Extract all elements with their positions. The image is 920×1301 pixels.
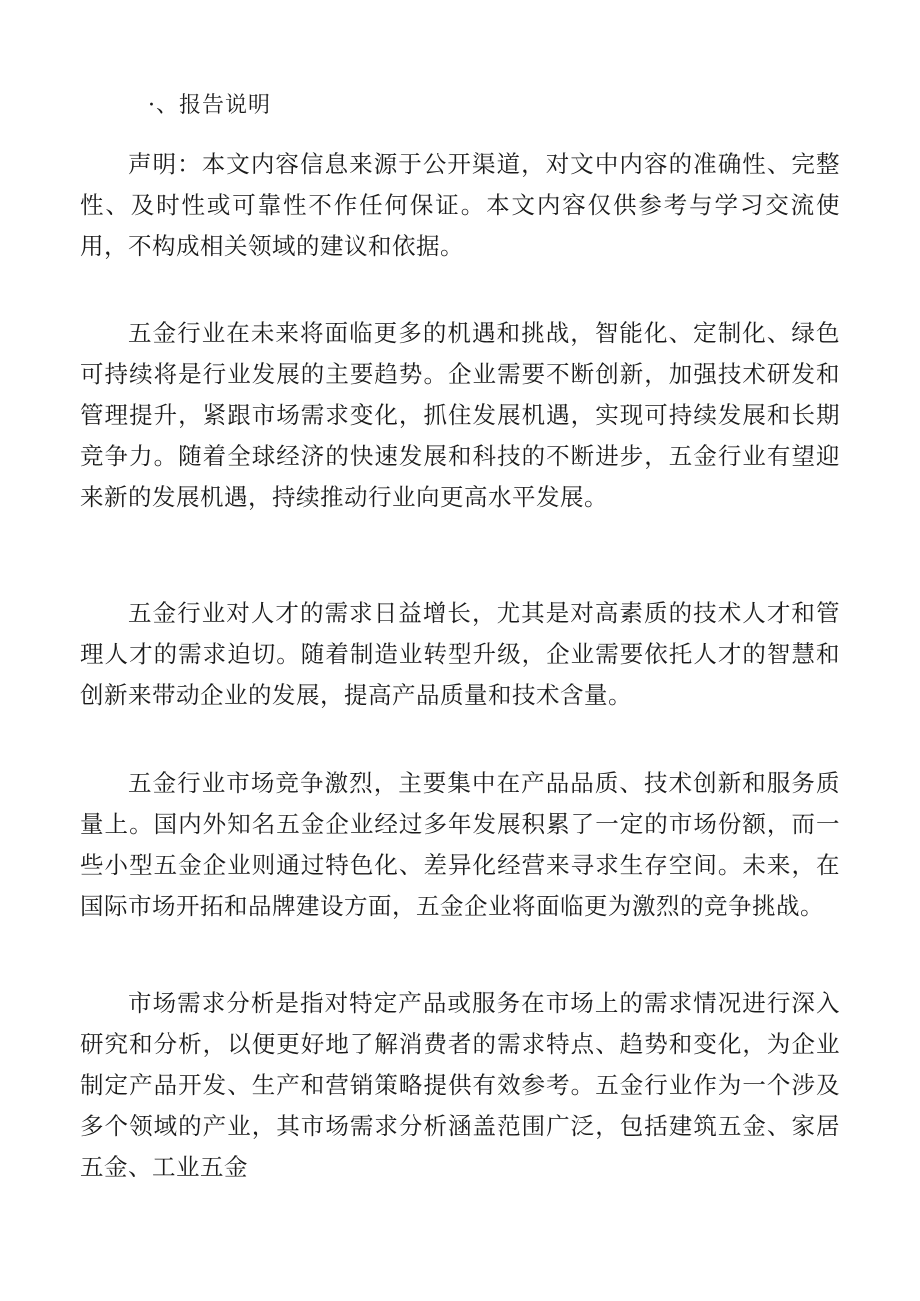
section-heading: ·、报告说明 (148, 93, 271, 118)
market-competition-paragraph: 五金行业市场竞争激烈，主要集中在产品品质、技术创新和服务质量上。国内外知名五金企业经过多年发展积累了一定的市场份额，而一些小型五金企业则通过特色化、差异化经营来寻求生存空间。未来，在国际市场开拓和品牌建设方面，五金企业将面临更为激烈的竞争挑战。 (80, 769, 840, 920)
talent-demand-paragraph: 五金行业对人才的需求日益增长，尤其是对高素质的技术人才和管理人才的需求迫切。随着制造业转型升级，企业需要依托人才的智慧和创新来带动企业的发展，提高产品质量和技术含量。 (80, 599, 840, 709)
industry-trends-paragraph: 五金行业在未来将面临更多的机遇和挑战，智能化、定制化、绿色可持续将是行业发展的主要趋势。企业需要不断创新，加强技术研发和管理提升，紧跟市场需求变化，抓住发展机遇，实现可持续发展和长期竞争力。随着全球经济的快速发展和科技的不断进步，五金行业有望迎来新的发展机遇，持续推动行业向更高水平发展。 (80, 319, 840, 511)
disclaimer-paragraph: 声明：本文内容信息来源于公开渠道，对文中内容的准确性、完整性、及时性或可靠性不作任何保证。本文内容仅供参考与学习交流使用，不构成相关领域的建议和依据。 (80, 150, 840, 260)
market-demand-analysis-paragraph: 市场需求分析是指对特定产品或服务在市场上的需求情况进行深入研究和分析，以便更好地了解消费者的需求特点、趋势和变化，为企业制定产品开发、生产和营销策略提供有效参考。五金行业作为一个涉及多个领域的产业，其市场需求分析涵盖范围广泛，包括建筑五金、家居五金、工业五金 (80, 989, 840, 1181)
